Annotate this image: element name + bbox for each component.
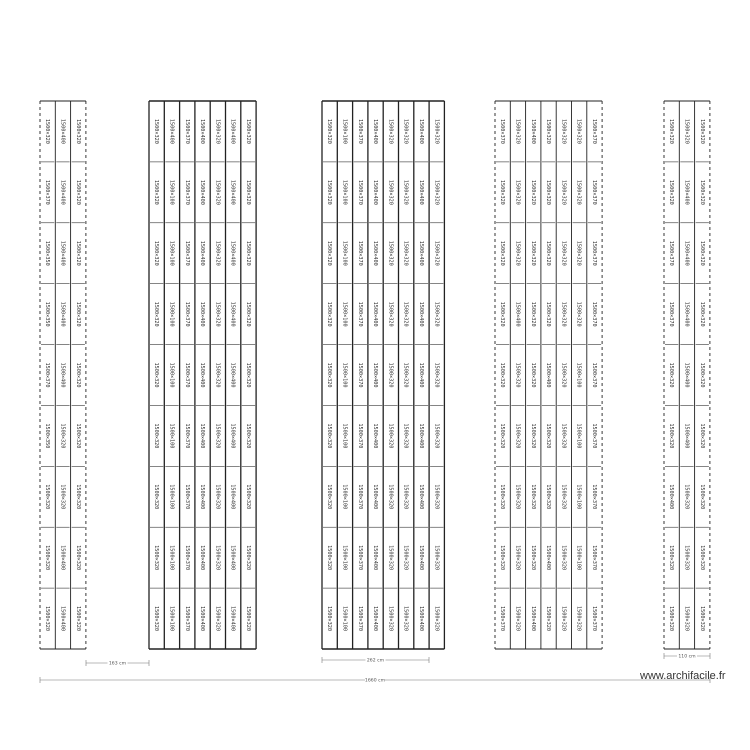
board-label: 1500×320 xyxy=(153,362,160,388)
board-label: 1500×400 xyxy=(59,606,66,632)
board-label: 1500×370 xyxy=(356,240,363,266)
board-label: 1500×320 xyxy=(560,301,567,327)
board-label: 1500×320 xyxy=(514,423,521,449)
board-label: 1500×400 xyxy=(683,179,690,205)
board-label: 1500×320 xyxy=(387,240,394,266)
board-label: 1500×320 xyxy=(387,484,394,510)
board-label: 1500×370 xyxy=(356,362,363,388)
board-label: 1500×400 xyxy=(417,545,424,571)
board-label: 1500×320 xyxy=(698,484,705,510)
board-label: 1500×400 xyxy=(229,118,236,144)
board-label: 1500×400 xyxy=(199,118,206,144)
board-label: 1500×370 xyxy=(590,423,597,449)
board-label: 1500×370 xyxy=(356,423,363,449)
board-label: 1500×320 xyxy=(529,484,536,510)
board-label: 1500×370 xyxy=(183,545,190,571)
board-label: 1500×320 xyxy=(560,179,567,205)
board-label: 1500×100 xyxy=(341,301,348,327)
board-label: 1500×370 xyxy=(499,606,506,632)
board-label: 1500×320 xyxy=(214,423,221,449)
board-label: 1500×320 xyxy=(545,301,552,327)
board-label: 1500×320 xyxy=(514,362,521,388)
board-label: 1500×400 xyxy=(372,606,379,632)
board-label: 1500×100 xyxy=(575,484,582,510)
board-label: 1500×400 xyxy=(529,118,536,144)
board-label: 1500×370 xyxy=(183,606,190,632)
board-label: 1500×320 xyxy=(529,362,536,388)
board-label: 1500×320 xyxy=(402,179,409,205)
board-label: 1500×320 xyxy=(326,118,333,144)
board-label: 1500×320 xyxy=(514,240,521,266)
board-label: 1500×100 xyxy=(341,484,348,510)
board-label: 1500×320 xyxy=(326,606,333,632)
board-label: 1500×320 xyxy=(244,240,251,266)
board-label: 1500×100 xyxy=(168,240,175,266)
board-label: 1500×320 xyxy=(668,545,675,571)
board-label: 1500×100 xyxy=(168,606,175,632)
board-label: 1500×100 xyxy=(341,179,348,205)
board-label: 1500×370 xyxy=(183,179,190,205)
board-label: 1500×320 xyxy=(153,118,160,144)
board-label: 1500×320 xyxy=(698,301,705,327)
board-label: 1500×320 xyxy=(575,240,582,266)
board-label: 1500×370 xyxy=(356,545,363,571)
board-label: 1500×320 xyxy=(74,484,81,510)
board-label: 1500×400 xyxy=(229,545,236,571)
board-label: 1500×400 xyxy=(372,118,379,144)
board-label: 1500×320 xyxy=(698,606,705,632)
board-label: 1500×320 xyxy=(545,179,552,205)
board-label: 1500×320 xyxy=(74,240,81,266)
board-label: 1500×320 xyxy=(529,423,536,449)
board-label: 1500×370 xyxy=(44,179,51,205)
board-label: 1500×370 xyxy=(590,362,597,388)
board-label: 1500×320 xyxy=(499,240,506,266)
board-label: 1500×370 xyxy=(590,179,597,205)
board-label: 1500×320 xyxy=(153,423,160,449)
board-label: 1500×320 xyxy=(74,606,81,632)
board-label: 1500×320 xyxy=(575,179,582,205)
board-label: 1500×400 xyxy=(417,362,424,388)
board-label: 1500×400 xyxy=(199,179,206,205)
board-label: 1500×400 xyxy=(199,606,206,632)
board-label: 1500×400 xyxy=(372,484,379,510)
board-label: 1500×100 xyxy=(168,179,175,205)
board-label: 1500×320 xyxy=(668,362,675,388)
board-label: 1500×400 xyxy=(59,362,66,388)
board-label: 1500×100 xyxy=(341,606,348,632)
board-label: 1500×370 xyxy=(356,118,363,144)
board-label: 1500×400 xyxy=(417,484,424,510)
board-label: 1500×320 xyxy=(514,118,521,144)
board-label: 1500×320 xyxy=(244,362,251,388)
board-label: 1500×370 xyxy=(183,362,190,388)
board-label: 1500×400 xyxy=(59,301,66,327)
board-label: 1500×320 xyxy=(698,545,705,571)
dimension-block-5-label: 110 cm xyxy=(678,654,696,660)
board-label: 1500×320 xyxy=(698,118,705,144)
board-label: 1500×320 xyxy=(499,301,506,327)
board-label: 1500×370 xyxy=(590,118,597,144)
board-label: 1500×320 xyxy=(560,484,567,510)
board-label: 1500×100 xyxy=(168,545,175,571)
board-label: 1500×320 xyxy=(153,545,160,571)
board-label: 1500×400 xyxy=(199,484,206,510)
board-label: 1500×320 xyxy=(514,179,521,205)
board-label: 1500×320 xyxy=(683,118,690,144)
board-label: 1500×400 xyxy=(199,240,206,266)
board-label: 1500×400 xyxy=(545,545,552,571)
board-label: 1500×400 xyxy=(229,240,236,266)
board-label: 1500×400 xyxy=(417,240,424,266)
board-label: 1500×400 xyxy=(199,545,206,571)
board-label: 1500×320 xyxy=(683,545,690,571)
board-label: 1500×400 xyxy=(229,362,236,388)
board-label: 1500×320 xyxy=(433,179,440,205)
board-label: 1500×320 xyxy=(698,362,705,388)
board-label: 1500×320 xyxy=(575,606,582,632)
board-label: 1500×320 xyxy=(575,118,582,144)
dimension-block-3-label: 262 cm xyxy=(366,658,385,664)
board-label: 1500×400 xyxy=(417,423,424,449)
board-label: 1500×400 xyxy=(168,118,175,144)
board-label: 1500×320 xyxy=(529,179,536,205)
board-label: 1500×100 xyxy=(168,301,175,327)
board-label: 1500×320 xyxy=(433,484,440,510)
board-label: 1500×320 xyxy=(499,179,506,205)
board-label: 1500×320 xyxy=(244,118,251,144)
board-label: 1500×400 xyxy=(668,484,675,510)
board-label: 1500×320 xyxy=(387,362,394,388)
watermark: www.archifacile.fr xyxy=(640,670,726,682)
board-label: 1500×320 xyxy=(44,118,51,144)
board-label: 1500×320 xyxy=(499,362,506,388)
board-label: 1500×320 xyxy=(560,423,567,449)
board-label: 1500×370 xyxy=(183,301,190,327)
board-label: 1500×400 xyxy=(683,301,690,327)
board-label: 1500×320 xyxy=(545,240,552,266)
board-label: 1500×100 xyxy=(575,423,582,449)
board-label: 1500×370 xyxy=(183,118,190,144)
board-label: 1500×400 xyxy=(417,179,424,205)
board-label: 1500×320 xyxy=(214,362,221,388)
board-label: 1500×320 xyxy=(433,545,440,571)
board-label: 1500×320 xyxy=(153,301,160,327)
board-label: 1500×370 xyxy=(668,240,675,266)
board-label: 1500×320 xyxy=(74,118,81,144)
board-label: 1500×320 xyxy=(326,362,333,388)
board-label: 1500×370 xyxy=(668,301,675,327)
board-label: 1500×370 xyxy=(356,484,363,510)
board-label: 1500×400 xyxy=(417,118,424,144)
board-label: 1500×320 xyxy=(698,179,705,205)
board-label: 1500×320 xyxy=(560,362,567,388)
board-label: 1500×370 xyxy=(590,484,597,510)
board-label: 1500×320 xyxy=(153,179,160,205)
board-label: 1500×370 xyxy=(356,301,363,327)
board-label: 1500×320 xyxy=(575,301,582,327)
board-label: 1500×320 xyxy=(499,545,506,571)
board-label: 1500×320 xyxy=(698,240,705,266)
board-label: 1500×320 xyxy=(387,179,394,205)
board-label: 1500×320 xyxy=(74,179,81,205)
board-label: 1500×320 xyxy=(387,301,394,327)
board-label: 1500×320 xyxy=(433,362,440,388)
board-label: 1500×370 xyxy=(499,118,506,144)
board-label: 1500×400 xyxy=(59,545,66,571)
board-label: 1500×370 xyxy=(590,240,597,266)
board-label: 1500×320 xyxy=(74,545,81,571)
board-label: 1500×370 xyxy=(44,362,51,388)
board-label: 1500×400 xyxy=(199,423,206,449)
board-label: 1500×320 xyxy=(244,545,251,571)
board-label: 1500×370 xyxy=(590,545,597,571)
board-label: 1500×320 xyxy=(387,545,394,571)
board-label: 1500×320 xyxy=(402,118,409,144)
board-label: 1500×400 xyxy=(372,301,379,327)
board-label: 1500×320 xyxy=(244,179,251,205)
board-label: 1500×370 xyxy=(183,240,190,266)
board-label: 1500×320 xyxy=(668,606,675,632)
board-label: 1500×320 xyxy=(668,423,675,449)
board-label: 1500×320 xyxy=(402,423,409,449)
board-label: 1500×320 xyxy=(244,423,251,449)
board-label: 1500×320 xyxy=(326,423,333,449)
board-label: 1500×400 xyxy=(59,118,66,144)
board-label: 1500×320 xyxy=(214,118,221,144)
board-label: 1500×320 xyxy=(153,484,160,510)
board-label: 1500×320 xyxy=(244,606,251,632)
board-label: 1500×320 xyxy=(214,179,221,205)
board-label: 1500×100 xyxy=(341,423,348,449)
board-label: 1500×370 xyxy=(356,179,363,205)
board-label: 1500×400 xyxy=(229,484,236,510)
board-label: 1500×400 xyxy=(683,423,690,449)
board-label: 1500×320 xyxy=(214,301,221,327)
board-label: 1500×100 xyxy=(168,484,175,510)
board-label: 1500×400 xyxy=(545,362,552,388)
board-label: 1500×320 xyxy=(433,301,440,327)
board-label: 1500×370 xyxy=(356,606,363,632)
board-label: 1500×320 xyxy=(683,484,690,510)
board-label: 1500×400 xyxy=(59,179,66,205)
board-label: 1500×320 xyxy=(545,423,552,449)
board-label: 1500×400 xyxy=(683,362,690,388)
board-label: 1500×400 xyxy=(529,606,536,632)
board-label: 1500×320 xyxy=(326,545,333,571)
board-label: 1500×320 xyxy=(402,301,409,327)
board-label: 1500×320 xyxy=(59,484,66,510)
board-label: 1500×320 xyxy=(214,484,221,510)
board-label: 1500×320 xyxy=(326,240,333,266)
board-label: 1500×320 xyxy=(214,545,221,571)
board-label: 1500×320 xyxy=(529,545,536,571)
board-label: 1500×320 xyxy=(545,484,552,510)
board-label: 1500×370 xyxy=(590,606,597,632)
board-label: 1500×320 xyxy=(74,423,81,449)
board-label: 1500×100 xyxy=(168,362,175,388)
board-label: 1500×400 xyxy=(199,301,206,327)
board-label: 1500×400 xyxy=(372,423,379,449)
board-label: 1500×320 xyxy=(402,484,409,510)
board-label: 1500×320 xyxy=(153,240,160,266)
board-label: 1500×320 xyxy=(560,240,567,266)
board-label: 1500×400 xyxy=(372,240,379,266)
board-label: 1500×320 xyxy=(44,545,51,571)
board-label: 1500×320 xyxy=(387,118,394,144)
board-label: 1500×400 xyxy=(229,301,236,327)
board-label: 1500×320 xyxy=(402,240,409,266)
board-label: 1500×320 xyxy=(153,606,160,632)
board-label: 1500×400 xyxy=(229,179,236,205)
board-label: 1500×100 xyxy=(168,423,175,449)
board-label: 1500×400 xyxy=(59,240,66,266)
board-label: 1500×320 xyxy=(74,301,81,327)
board-label: 1500×400 xyxy=(417,301,424,327)
board-label: 1500×320 xyxy=(698,423,705,449)
board-label: 1500×320 xyxy=(402,606,409,632)
board-label: 1500×320 xyxy=(402,362,409,388)
board-label: 1500×320 xyxy=(326,179,333,205)
board-label: 1500×320 xyxy=(545,118,552,144)
board-label: 1500×320 xyxy=(668,179,675,205)
board-label: 1500×400 xyxy=(229,606,236,632)
board-label: 1500×400 xyxy=(199,362,206,388)
board-label: 1500×320 xyxy=(59,423,66,449)
board-label: 1500×320 xyxy=(668,118,675,144)
board-label: 1500×100 xyxy=(575,545,582,571)
board-label: 1500×320 xyxy=(433,423,440,449)
board-label: 1500×320 xyxy=(560,606,567,632)
board-label: 1500×320 xyxy=(74,362,81,388)
board-label: 1500×400 xyxy=(372,362,379,388)
board-label: 1500×370 xyxy=(183,423,190,449)
board-label: 1500×320 xyxy=(499,423,506,449)
board-label: 1500×320 xyxy=(402,545,409,571)
board-label: 1500×400 xyxy=(514,301,521,327)
board-label: 1500×320 xyxy=(244,484,251,510)
board-label: 1500×320 xyxy=(433,606,440,632)
board-label: 1500×320 xyxy=(326,301,333,327)
board-label: 1500×320 xyxy=(560,118,567,144)
board-label: 1500×370 xyxy=(183,484,190,510)
board-label: 1500×370 xyxy=(590,301,597,327)
board-label: 1500×320 xyxy=(214,606,221,632)
board-label: 1500×350 xyxy=(44,240,51,266)
board-label: 1500×320 xyxy=(529,301,536,327)
board-label: 1500×320 xyxy=(326,484,333,510)
board-label: 1500×100 xyxy=(341,545,348,571)
board-label: 1500×400 xyxy=(372,545,379,571)
board-label: 1500×320 xyxy=(214,240,221,266)
board-label: 1500×320 xyxy=(683,606,690,632)
board-label: 1500×100 xyxy=(341,240,348,266)
board-label: 1500×320 xyxy=(499,484,506,510)
board-label: 1500×320 xyxy=(387,423,394,449)
board-label: 1500×400 xyxy=(683,240,690,266)
board-label: 1500×100 xyxy=(341,362,348,388)
board-label: 1500×320 xyxy=(44,484,51,510)
dimension-gap-label: 163 cm xyxy=(108,661,127,667)
board-label: 1500×320 xyxy=(529,240,536,266)
board-label: 1500×320 xyxy=(560,545,567,571)
board-label: 1500×100 xyxy=(341,118,348,144)
board-label: 1500×350 xyxy=(44,423,51,449)
board-label: 1500×100 xyxy=(575,362,582,388)
board-label: 1500×320 xyxy=(387,606,394,632)
board-label: 1500×320 xyxy=(433,118,440,144)
board-label: 1500×320 xyxy=(244,301,251,327)
board-label: 1500×320 xyxy=(514,484,521,510)
board-label: 1500×400 xyxy=(229,423,236,449)
board-label: 1500×320 xyxy=(514,545,521,571)
board-label: 1500×320 xyxy=(433,240,440,266)
board-label: 1500×320 xyxy=(514,606,521,632)
dimension-total-label: 1660 cm xyxy=(364,678,386,684)
board-label: 1500×320 xyxy=(545,606,552,632)
board-label: 1500×400 xyxy=(372,179,379,205)
board-label: 1500×350 xyxy=(44,301,51,327)
board-label: 1500×320 xyxy=(44,606,51,632)
board-label: 1500×400 xyxy=(417,606,424,632)
